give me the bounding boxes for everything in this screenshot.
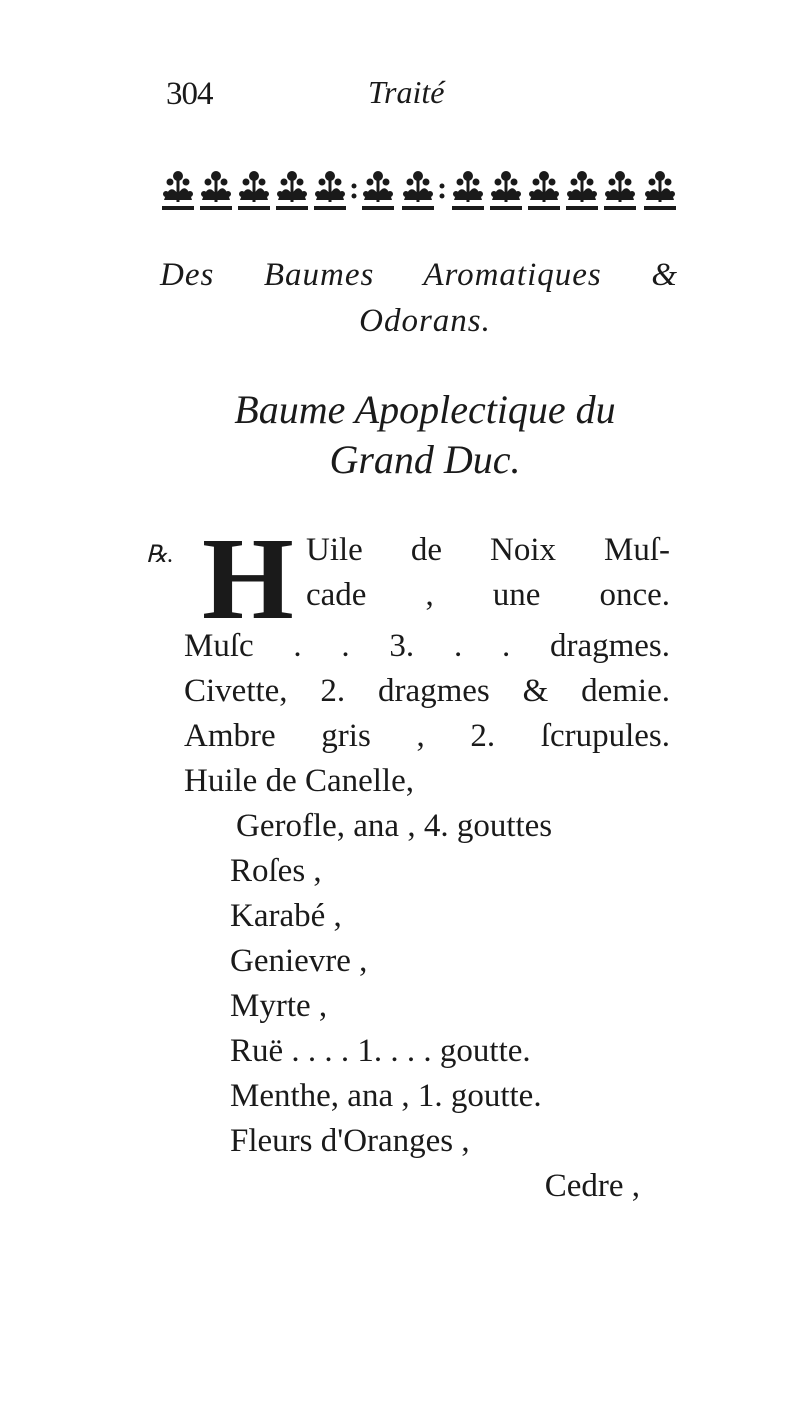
running-title: Traité [368, 74, 445, 110]
ingredient-line: Cedre , [544, 1168, 640, 1204]
ingredient-line: Ruë . . . . 1. . . . goutte. [230, 1033, 531, 1069]
floral-ornament-band-icon [158, 160, 688, 212]
ingredient-line: Ambre gris , 2. ſcrupules. [184, 718, 670, 754]
drop-cap: H [202, 513, 294, 644]
ingredient-line: Karabé , [230, 898, 342, 934]
section-title [150, 252, 700, 344]
ingredient-list [184, 624, 670, 1209]
ingredient-line: Myrte , [230, 988, 328, 1024]
ingredient-line: Huile de Canelle, [184, 763, 415, 799]
recipe-title-line-2: Grand Duc. [329, 437, 521, 482]
ingredient-line: Genievre , [230, 943, 368, 979]
opening-line-1: Uile de Noix Muſ- [306, 532, 670, 568]
recipe-title [150, 385, 700, 485]
ingredient-line: Civette, 2. dragmes & demie. [184, 673, 670, 709]
ingredient-line: Roſes , [230, 853, 322, 889]
ingredient-line: Menthe, ana , 1. goutte. [230, 1078, 542, 1114]
ingredient-line: Muſc . . 3. . . dragmes. [184, 628, 670, 664]
section-title-line-1: Des Baumes Aromatiques & [160, 257, 678, 293]
recipe-title-line-1: Baume Apoplectique du [234, 387, 616, 432]
page-number: 304 [166, 76, 213, 112]
ingredient-line: Geroflе, ana , 4. gouttes [236, 808, 553, 844]
section-title-line-2: Odorans. [359, 303, 491, 339]
opening-lines [306, 528, 670, 618]
running-head [160, 72, 700, 122]
ingredient-line: Fleurs d'Oranges , [230, 1123, 470, 1159]
opening-line-2: cade , une once. [306, 577, 670, 613]
recipe-symbol: ℞. [146, 542, 174, 568]
